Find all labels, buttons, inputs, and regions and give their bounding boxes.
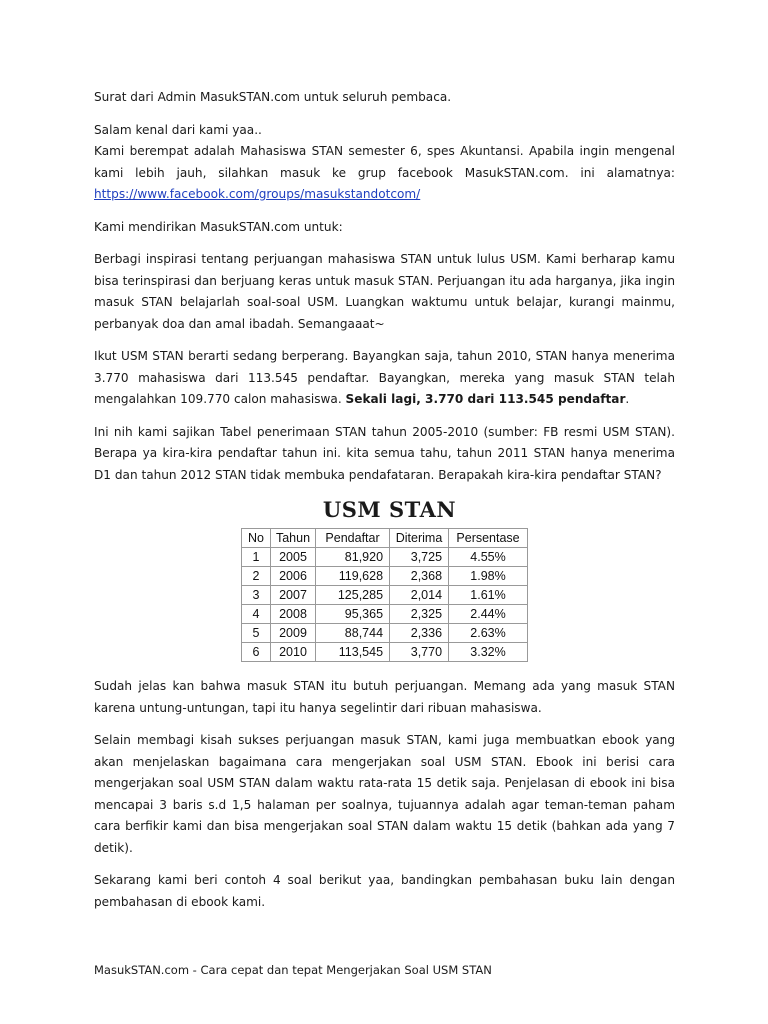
usm-stan-table-figure bbox=[94, 498, 675, 662]
ebook-paragraph: Selain membagi kisah sukses perjuangan masuk STAN, kami juga membuatkan ebook yang akan menjelaskan bagaimana cara mengerjakan soal USM STAN. Ebook ini berisi cara mengerjakan soal USM STAN dalam waktu rata-rata 15 detik saja. Penjelasan di ebook ini bisa mencapai 3 baris s.d 1,5 halaman per soalnya, tujuannya adalah agar teman-teman paham cara berfikir kami dan bisa mengerjakan soal STAN dalam waktu 15 detik (bahkan ada yang 7 detik). bbox=[94, 733, 675, 855]
cell-pendaftar: 81,920 bbox=[316, 548, 390, 567]
table-row bbox=[241, 605, 527, 624]
cell-diterima: 2,336 bbox=[390, 624, 449, 643]
war-emphasis: Sekali lagi, 3.770 dari 113.545 pendaftar bbox=[345, 392, 626, 406]
cell-diterima: 2,368 bbox=[390, 567, 449, 586]
letter-body bbox=[94, 87, 675, 924]
cell-tahun: 2006 bbox=[270, 567, 315, 586]
cell-diterima: 3,770 bbox=[390, 643, 449, 662]
cell-no: 1 bbox=[241, 548, 270, 567]
cell-tahun: 2010 bbox=[270, 643, 315, 662]
table-title: USM STAN bbox=[322, 497, 457, 522]
war-paragraph bbox=[94, 346, 675, 411]
cell-pendaftar: 125,285 bbox=[316, 586, 390, 605]
war-end: . bbox=[625, 392, 630, 406]
cell-pendaftar: 113,545 bbox=[316, 643, 390, 662]
cell-tahun: 2005 bbox=[270, 548, 315, 567]
header-no: No bbox=[241, 529, 270, 548]
cell-diterima: 2,325 bbox=[390, 605, 449, 624]
cell-tahun: 2009 bbox=[270, 624, 315, 643]
cell-persentase: 4.55% bbox=[449, 548, 528, 567]
cell-tahun: 2008 bbox=[270, 605, 315, 624]
cell-persentase: 2.44% bbox=[449, 605, 528, 624]
cell-persentase: 1.98% bbox=[449, 567, 528, 586]
greeting: Salam kenal dari kami yaa.. bbox=[94, 122, 262, 137]
cell-diterima: 2,014 bbox=[390, 586, 449, 605]
table-intro-paragraph: Ini nih kami sajikan Tabel penerimaan STAN tahun 2005-2010 (sumber: FB resmi USM STAN). Berapa ya kira-kira pendaftar tahun ini. kita semua tahu, tahun 2011 STAN hanya menerima D1 dan tahun 2012 STAN tidak membuka pendafataran. Berapakah kira-kira pendaftar STAN? bbox=[94, 424, 675, 482]
header-tahun: Tahun bbox=[270, 529, 315, 548]
cell-tahun: 2007 bbox=[270, 586, 315, 605]
cell-no: 6 bbox=[241, 643, 270, 662]
closing-paragraph: Sekarang kami beri contoh 4 soal berikut yaa, bandingkan pembahasan buku lain dengan pembahasan di ebook kami. bbox=[94, 873, 675, 909]
header-diterima: Diterima bbox=[390, 529, 449, 548]
cell-no: 5 bbox=[241, 624, 270, 643]
inspiration-paragraph: Berbagi inspirasi tentang perjuangan mahasiswa STAN untuk lulus USM. Kami berharap kamu bisa terinspirasi dan berjuang keras untuk masuk STAN. Perjuangan itu ada harganya, jika ingin masuk STAN belajarlah soal-soal USM. Luangkan waktumu untuk belajar, kurangi mainmu, perbanyak doa dan amal ibadah. Semangaaat~ bbox=[94, 252, 675, 331]
founding-line: Kami mendirikan MasukSTAN.com untuk: bbox=[94, 219, 343, 234]
cell-pendaftar: 88,744 bbox=[316, 624, 390, 643]
table-row bbox=[241, 586, 527, 605]
intro-text: Kami berempat adalah Mahasiswa STAN semester 6, spes Akuntansi. Apabila ingin mengenal kami lebih jauh, silahkan masuk ke grup facebook MasukSTAN.com. ini alamatnya: bbox=[94, 144, 675, 180]
table-row bbox=[241, 567, 527, 586]
cell-persentase: 3.32% bbox=[449, 643, 528, 662]
cell-pendaftar: 119,628 bbox=[316, 567, 390, 586]
page-footer: MasukSTAN.com - Cara cepat dan tepat Mengerjakan Soal USM STAN bbox=[94, 963, 492, 977]
intro-paragraph bbox=[94, 141, 675, 206]
table-row bbox=[241, 548, 527, 567]
war-text: Ikut USM STAN berarti sedang berperang. Bayangkan saja, tahun 2010, STAN hanya menerima 3.770 mahasiswa dari 113.545 pendaftar. Bayangkan, mereka yang masuk STAN telah mengalahkan 109.770 calon mahasiswa. bbox=[94, 349, 675, 406]
cell-pendaftar: 95,365 bbox=[316, 605, 390, 624]
cell-persentase: 1.61% bbox=[449, 586, 528, 605]
table-header-row bbox=[241, 529, 527, 548]
table-row bbox=[241, 643, 527, 662]
facebook-group-link[interactable]: https://www.facebook.com/groups/masukstandotcom/ bbox=[94, 187, 421, 201]
cell-diterima: 3,725 bbox=[390, 548, 449, 567]
header-pendaftar: Pendaftar bbox=[316, 529, 390, 548]
cell-no: 4 bbox=[241, 605, 270, 624]
usm-stan-table bbox=[241, 528, 528, 662]
cell-no: 3 bbox=[241, 586, 270, 605]
cell-no: 2 bbox=[241, 567, 270, 586]
letter-heading: Surat dari Admin MasukSTAN.com untuk seluruh pembaca. bbox=[94, 90, 452, 104]
cell-persentase: 2.63% bbox=[449, 624, 528, 643]
header-persentase: Persentase bbox=[449, 529, 528, 548]
struggle-paragraph: Sudah jelas kan bahwa masuk STAN itu butuh perjuangan. Memang ada yang masuk STAN karena untung-untungan, tapi itu hanya segelintir dari ribuan mahasiswa. bbox=[94, 679, 675, 715]
table-row bbox=[241, 624, 527, 643]
